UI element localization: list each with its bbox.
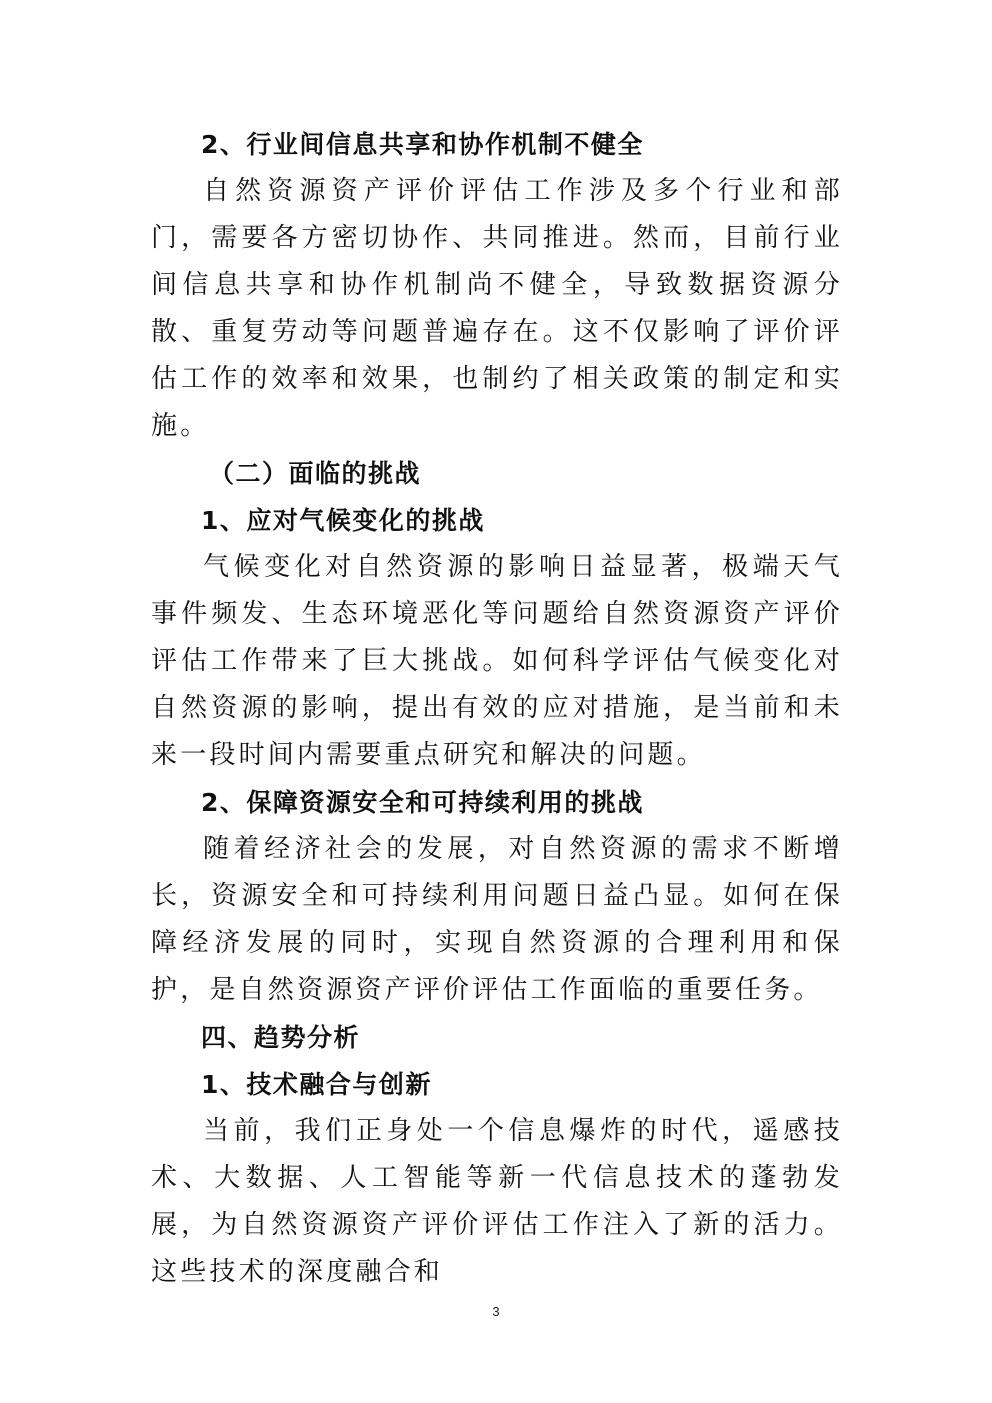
subheading-climate-change: 1、应对气候变化的挑战 [201, 506, 485, 535]
paragraph-tech-fusion: 当前，我们正身处一个信息爆炸的时代，遥感技术、大数据、人工智能等新一代信息技术的蓬勃发展，为自然资源资产评价评估工作注入了新的活力。这些技术的深度融合和 [151, 1116, 843, 1287]
part-heading-trend-analysis: 四、趋势分析 [201, 1023, 361, 1052]
page-content [151, 121, 843, 1296]
paragraph-resource-security: 随着经济社会的发展，对自然资源的需求不断增长，资源安全和可持续利用问题日益凸显。如何在保障经济发展的同时，实现自然资源的合理利用和保护，是自然资源资产评价评估工作面临的重要任务。 [151, 834, 843, 1005]
subheading-resource-security: 2、保障资源安全和可持续利用的挑战 [201, 788, 644, 817]
page-number: 3 [492, 1304, 500, 1319]
subheading-info-sharing: 2、行业间信息共享和协作机制不健全 [201, 130, 644, 159]
paragraph-info-sharing: 自然资源资产评价评估工作涉及多个行业和部门，需要各方密切协作、共同推进。然而，目前行业间信息共享和协作机制尚不健全，导致数据资源分散、重复劳动等问题普遍存在。这不仅影响了评价评估工作的效率和效果，也制约了相关政策的制定和实施。 [151, 176, 843, 441]
subheading-tech-fusion: 1、技术融合与创新 [201, 1070, 432, 1099]
section-heading-challenges: （二）面临的挑战 [209, 459, 422, 488]
paragraph-climate-change: 气候变化对自然资源的影响日益显著，极端天气事件频发、生态环境恶化等问题给自然资源资产评价评估工作带来了巨大挑战。如何科学评估气候变化对自然资源的影响，提出有效的应对措施，是当前和未来一段时间内需要重点研究和解决的问题。 [151, 552, 843, 770]
